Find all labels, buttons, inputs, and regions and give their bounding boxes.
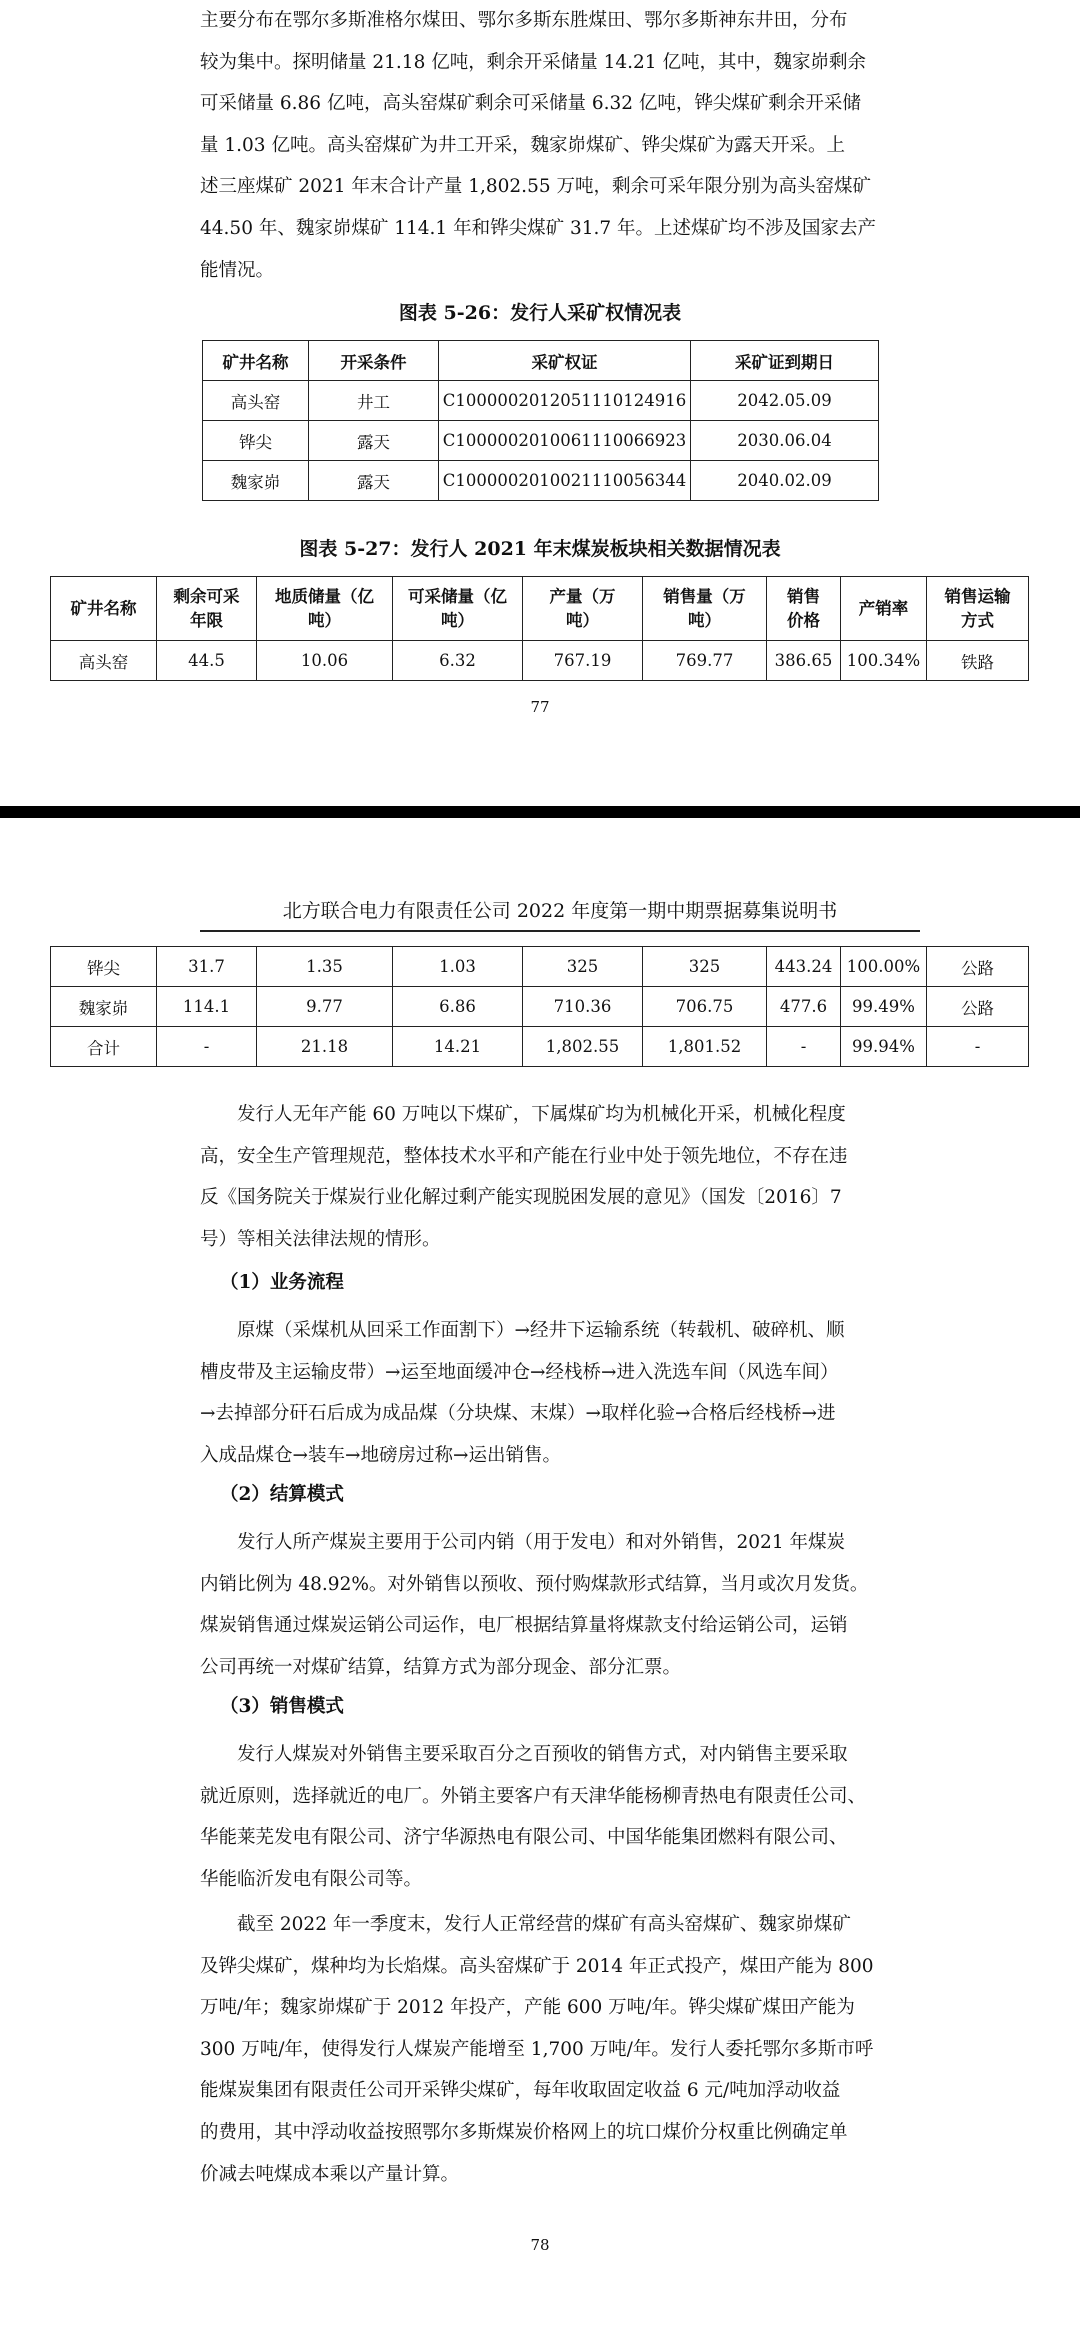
col-header-remaining-years (157, 577, 257, 641)
text-line: 及铧尖煤矿，煤种均为长焰煤。高头窑煤矿于 2014 年正式投产，煤田产能为 800 (200, 1955, 874, 1977)
col-header-output (523, 577, 643, 641)
text-line: →去掉部分矸石后成为成品煤（分块煤、末煤）→取样化验→合格后经栈桥→进 (200, 1403, 836, 1425)
text-line: 量 1.03 亿吨。高头窑煤矿为井工开采，魏家峁煤矿、铧尖煤矿为露天开采。上 (200, 134, 845, 156)
paragraph-no-small-mines (200, 1094, 920, 1260)
table-cell: - (157, 1027, 257, 1067)
text-line: 反《国务院关于煤炭行业化解过剩产能实现脱困发展的意见》（国发〔2016〕7 (200, 1187, 842, 1209)
table-cell: 铁路 (927, 641, 1029, 681)
text-line: 的费用，其中浮动收益按照鄂尔多斯煤炭价格网上的坑口煤价分权重比例确定单 (200, 2121, 848, 2143)
coal-segment-table (50, 576, 1029, 681)
text-line: 槽皮带及主运输皮带）→运至地面缓冲仓→经栈桥→进入洗选车间（风选车间） (200, 1361, 839, 1383)
header-text: 销售 (787, 586, 820, 606)
text-line: 较为集中。探明储量 21.18 亿吨，剩余开采储量 14.21 亿吨，其中，魏家峁剩余 (200, 51, 866, 73)
table-cell: 井工 (309, 381, 439, 421)
table-cell: 公路 (927, 987, 1029, 1027)
intro-paragraph (200, 0, 920, 291)
mining-rights-table (202, 340, 879, 501)
table-cell: 325 (643, 947, 767, 987)
table-cell: C1000002010061110066923 (439, 421, 691, 461)
col-header-geological-reserves (257, 577, 393, 641)
table-5-26-caption: 图表 5-26：发行人采矿权情况表 (398, 302, 682, 324)
table-cell: 1.03 (393, 947, 523, 987)
text-line: 能煤炭集团有限责任公司开采铧尖煤矿，每年收取固定收益 6 元/吨加浮动收益 (200, 2080, 841, 2102)
table-cell: 2042.05.09 (691, 381, 879, 421)
table-cell: 767.19 (523, 641, 643, 681)
header-text: 销售运输 (944, 586, 1011, 606)
table-cell: 706.75 (643, 987, 767, 1027)
table-cell: 443.24 (767, 947, 841, 987)
table-row (203, 381, 879, 421)
table-cell: 1,801.52 (643, 1027, 767, 1067)
page-divider (0, 806, 1080, 818)
text-line: 主要分布在鄂尔多斯准格尔煤田、鄂尔多斯东胜煤田、鄂尔多斯神东井田，分布 (200, 10, 848, 31)
table-cell: 6.86 (393, 987, 523, 1027)
table-cell: 477.6 (767, 987, 841, 1027)
table-row (51, 987, 1029, 1027)
table-cell: 44.5 (157, 641, 257, 681)
col-header-recoverable-reserves (393, 577, 523, 641)
header-text: 矿井名称 (70, 598, 137, 618)
table-row (51, 641, 1029, 681)
header-text: 方式 (961, 610, 994, 630)
table-cell: 铧尖 (203, 421, 309, 461)
table-row-total (51, 1027, 1029, 1067)
col-header: 采矿证到期日 (691, 341, 879, 381)
table-cell: 99.49% (841, 987, 927, 1027)
page-78 (0, 818, 1080, 2340)
text-line: 号）等相关法律法规的情形。 (200, 1228, 441, 1250)
table-cell: 325 (523, 947, 643, 987)
text-line: 华能临沂发电有限公司等。 (200, 1868, 423, 1890)
header-text: 吨） (308, 610, 341, 630)
coal-segment-table-continued (50, 946, 1029, 1067)
text-line: 44.50 年、魏家峁煤矿 114.1 年和铧尖煤矿 31.7 年。上述煤矿均不涉及国家去产 (200, 217, 877, 239)
table-cell: C1000002012051110124916 (439, 381, 691, 421)
col-header-mine-name (51, 577, 157, 641)
table-cell: 9.77 (257, 987, 393, 1027)
text-line: 发行人无年产能 60 万吨以下煤矿，下属煤矿均为机械化开采，机械化程度 (237, 1104, 846, 1125)
col-header-sales-price (767, 577, 841, 641)
table-cell: - (767, 1027, 841, 1067)
page-77 (0, 0, 1080, 806)
page-number: 78 (530, 2236, 550, 2254)
table-row (51, 947, 1029, 987)
document-header-title: 北方联合电力有限责任公司 2022 年度第一期中期票据募集说明书 (282, 900, 838, 922)
paragraph-operating-mines (200, 1904, 920, 2195)
table-cell: 露天 (309, 421, 439, 461)
header-text: 地质储量（亿 (275, 586, 374, 606)
page-number: 77 (530, 698, 550, 716)
col-header: 矿井名称 (203, 341, 309, 381)
table-cell: 14.21 (393, 1027, 523, 1067)
text-line: 华能莱芜发电有限公司、济宁华源热电有限公司、中国华能集团燃料有限公司、 (200, 1827, 848, 1849)
heading-text: （1）业务流程 (220, 1272, 344, 1293)
col-header-transport (927, 577, 1029, 641)
text-line: 内销比例为 48.92%。对外销售以预收、预付购煤款形式结算，当月或次月发货。 (200, 1573, 869, 1595)
table-cell: 露天 (309, 461, 439, 501)
text-line: 原煤（采煤机从回采工作面割下）→经井下运输系统（转载机、破碎机、顺 (237, 1320, 845, 1341)
table-cell: 21.18 (257, 1027, 393, 1067)
table-cell: C1000002010021110056344 (439, 461, 691, 501)
col-header-sales-volume (643, 577, 767, 641)
text-line: 300 万吨/年，使得发行人煤炭产能增至 1,700 万吨/年。发行人委托鄂尔多斯市呼 (200, 2038, 874, 2060)
table-cell: 1,802.55 (523, 1027, 643, 1067)
text-line: 可采储量 6.86 亿吨，高头窑煤矿剩余可采储量 6.32 亿吨，铧尖煤矿剩余开采储 (200, 93, 861, 115)
table-cell: 10.06 (257, 641, 393, 681)
text-line: 高，安全生产管理规范，整体技术水平和产能在行业中处于领先地位，不存在违 (200, 1145, 848, 1167)
heading-text: （3）销售模式 (220, 1696, 344, 1717)
text-line: 煤炭销售通过煤炭运销公司运作，电厂根据结算量将煤款支付给运销公司，运销 (200, 1615, 848, 1637)
table-cell: 710.36 (523, 987, 643, 1027)
col-header-sales-rate (841, 577, 927, 641)
table-cell: 31.7 (157, 947, 257, 987)
table-cell: 铧尖 (51, 947, 157, 987)
header-text: 产量（万 (549, 586, 616, 606)
text-line: 公司再统一对煤矿结算，结算方式为部分现金、部分汇票。 (200, 1656, 682, 1678)
text-line: 能情况。 (200, 259, 275, 281)
table-cell: 100.00% (841, 947, 927, 987)
table-cell: 高头窑 (203, 381, 309, 421)
header-rule (200, 930, 920, 932)
header-text: 可采储量（亿 (408, 586, 507, 606)
table-cell: - (927, 1027, 1029, 1067)
header-text: 产销率 (858, 598, 909, 618)
table-cell: 2040.02.09 (691, 461, 879, 501)
header-text: 剩余可采 (173, 586, 240, 606)
header-text: 吨） (566, 610, 599, 630)
paragraph-business-process (200, 1310, 920, 1476)
table-cell: 114.1 (157, 987, 257, 1027)
table-cell: 769.77 (643, 641, 767, 681)
table-cell: 魏家峁 (51, 987, 157, 1027)
table-cell: 386.65 (767, 641, 841, 681)
col-header: 开采条件 (309, 341, 439, 381)
text-line: 发行人所产煤炭主要用于公司内销（用于发电）和对外销售，2021 年煤炭 (237, 1532, 845, 1553)
table-header-row (203, 341, 879, 381)
table-cell: 99.94% (841, 1027, 927, 1067)
header-text: 价格 (787, 610, 820, 630)
text-line: 万吨/年；魏家峁煤矿于 2012 年投产，产能 600 万吨/年。铧尖煤矿煤田产能为 (200, 1997, 855, 2019)
paragraph-sales-mode (200, 1734, 920, 1900)
header-text: 销售量（万 (663, 586, 746, 606)
header-text: 吨） (441, 610, 474, 630)
table-cell: 100.34% (841, 641, 927, 681)
table-5-27-caption: 图表 5-27：发行人 2021 年末煤炭板块相关数据情况表 (299, 538, 781, 560)
text-line: 述三座煤矿 2021 年末合计产量 1,802.55 万吨，剩余可采年限分别为高头窑煤矿 (200, 176, 871, 198)
heading-text: （2）结算模式 (220, 1484, 344, 1505)
table-cell: 魏家峁 (203, 461, 309, 501)
text-line: 发行人煤炭对外销售主要采取百分之百预收的销售方式，对内销售主要采取 (237, 1744, 848, 1765)
table-cell: 公路 (927, 947, 1029, 987)
table-cell: 高头窑 (51, 641, 157, 681)
table-row (203, 421, 879, 461)
table-row (203, 461, 879, 501)
text-line: 截至 2022 年一季度末，发行人正常经营的煤矿有高头窑煤矿、魏家峁煤矿 (237, 1914, 851, 1935)
table-cell: 1.35 (257, 947, 393, 987)
paragraph-settlement-mode (200, 1522, 920, 1688)
text-line: 价减去吨煤成本乘以产量计算。 (200, 2163, 460, 2185)
table-cell: 合计 (51, 1027, 157, 1067)
table-cell: 6.32 (393, 641, 523, 681)
text-line: 就近原则，选择就近的电厂。外销主要客户有天津华能杨柳青热电有限责任公司、 (200, 1785, 867, 1807)
col-header: 采矿权证 (439, 341, 691, 381)
header-text: 年限 (190, 610, 223, 630)
table-cell: 2030.06.04 (691, 421, 879, 461)
text-line: 入成品煤仓→装车→地磅房过称→运出销售。 (200, 1444, 562, 1466)
table-header-row (51, 577, 1029, 641)
header-text: 吨） (688, 610, 721, 630)
